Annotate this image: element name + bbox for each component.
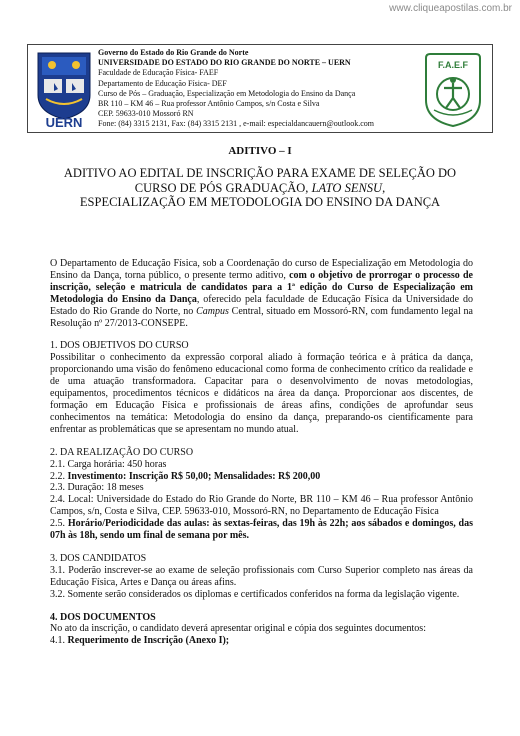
header-line-7: CEP. 59633-010 Mossoró RN xyxy=(98,109,194,119)
item-3-1: 3.1. Poderão inscrever-se ao exame de seleção profissionais com Curso Superior completo nas áreas da Educação Física, Artes e Dança ou áreas afins. xyxy=(50,564,473,588)
intro-text-a: O Departamento de Educação Física, sob a Coordenação do curso de Especialização em Metodologia do Ensino da Dança, torna público, o presente termo aditivo, xyxy=(50,258,473,281)
item-4-1-text: Requerimento de Inscrição (Anexo I); xyxy=(67,635,230,647)
title-line-1: ADITIVO AO EDITAL DE INSCRIÇÃO PARA EXAME DE SELEÇÃO DO xyxy=(63,166,457,180)
section-1-text: Possibilitar o conhecimento da expressão corporal aliado à formação teórica e à prática da dança, proporcionando uma visão do fenômeno educacional como forma de conhecimento crítico da realidade e de uma atuação transformadora. Capacitar para o desenvolvimento de novas metodologias, equipamentos, procedimentos técnicos e didáticos na área da dança. Proporcionar aos discentes, de formação em Educação Física e profissionais de áreas afins, condições de aprofundar seus conhecimentos na temática: Metodologia do ensino da dança, preparando-os cientificamente para enfrentar as problemáticas que se apresentam no mundo atual. xyxy=(50,352,473,435)
section-4-text: No ato da inscrição, o candidato deverá apresentar original e cópia dos seguintes documentos: xyxy=(50,623,426,635)
item-2-3: 2.3. Duração: 18 meses xyxy=(50,482,144,494)
letterhead-text xyxy=(98,48,428,130)
header-line-5: Curso de Pós – Graduação, Especialização em Metodologia do Ensino da Dança xyxy=(98,88,356,98)
header-line-4: Departamento de Educação Física- DEF xyxy=(98,78,227,88)
header-line-3: Faculdade de Educação Física- FAEF xyxy=(98,68,219,78)
header-line-2: UNIVERSIDADE DO ESTADO DO RIO GRANDE DO NORTE – UERN xyxy=(98,58,351,68)
item-2-2-number: 2.2. xyxy=(50,470,68,482)
title-line-3: ESPECIALIZAÇÃO EM METODOLOGIA DO ENSINO DA DANÇA xyxy=(79,195,441,209)
uern-logo xyxy=(32,49,96,129)
header-line-6: BR 110 – KM 46 – Rua professor Antônio Campos, s/n Costa e Silva xyxy=(98,99,320,109)
header-line-8: Fone: (84) 3315 2131, Fax: (84) 3315 2131 , e-mail: especialdancauern@outlook.com xyxy=(98,119,374,129)
faef-logo xyxy=(420,50,486,128)
item-2-2-text: Investimento: Inscrição R$ 50,00; Mensalidades: R$ 200,00 xyxy=(67,470,321,482)
document-body xyxy=(50,258,473,647)
item-2-2 xyxy=(50,471,473,483)
faef-logo-text: F.A.E.F xyxy=(437,60,469,70)
aditivo-label: ADITIVO – I xyxy=(228,145,292,157)
item-4-1 xyxy=(50,635,473,647)
section-2-heading: 2. DA REALIZAÇÃO DO CURSO xyxy=(50,446,194,458)
letterhead xyxy=(27,44,493,133)
uern-logo-text: UERN xyxy=(45,115,83,129)
item-2-4: 2.4. Local: Universidade do Estado do Rio Grande do Norte, BR 110 – KM 46 – Rua professor Antônio Campos, s/n, Costa e Silva, CEP. 59633-010, Mossoró-RN, no Departamento de Educação Física xyxy=(50,494,473,518)
section-1-heading: 1. DOS OBJETIVOS DO CURSO xyxy=(50,340,189,352)
item-2-1: 2.1. Carga horária: 450 horas xyxy=(50,458,167,470)
item-4-1-number: 4.1. xyxy=(50,635,68,647)
intro-paragraph xyxy=(50,258,473,329)
title-line-2 xyxy=(0,181,520,196)
title-line-2-comma: , xyxy=(382,180,386,195)
item-2-5-text: Horário/Periodicidade das aulas: às sextas-feiras, das 19h às 22h; aos sábados e domingos, das 07h às 18h, sendo um final de semana por mês. xyxy=(50,518,474,542)
intro-text-e: Central, situado em Mossoró-RN, com fundamento legal na Resolução nº 27/2013-CONSEPE. xyxy=(50,305,473,329)
title-lato-sensu: LATO SENSU xyxy=(311,180,383,195)
intro-campus: Campus xyxy=(196,305,229,317)
item-2-5 xyxy=(50,518,473,542)
item-3-2: 3.2. Somente serão considerados os diplomas e certificados conferidos na forma da legislação vigente. xyxy=(50,588,460,600)
title-line-2-text: CURSO DE PÓS GRADUAÇÃO, xyxy=(134,180,312,195)
section-3-heading: 3. DOS CANDIDATOS xyxy=(50,552,147,564)
document-title xyxy=(0,166,520,210)
section-4-heading: 4. DOS DOCUMENTOS xyxy=(50,611,156,623)
intro-text-bold: com o objetivo de prorrogar o processo de inscrição, seleção e matricula de candidatos para a 1ª edição do Curso de Especialização em Metodologia do Ensino da Dança xyxy=(50,269,473,305)
item-2-5-number: 2.5. xyxy=(50,518,68,530)
header-line-1: Governo do Estado do Rio Grande do Norte xyxy=(98,48,249,57)
intro-text-c: , oferecido pela faculdade de Educação Física da Universidade do Estado do Rio Grande do Norte, no xyxy=(50,293,473,317)
watermark: www.cliqueapostilas.com.br xyxy=(389,3,512,14)
